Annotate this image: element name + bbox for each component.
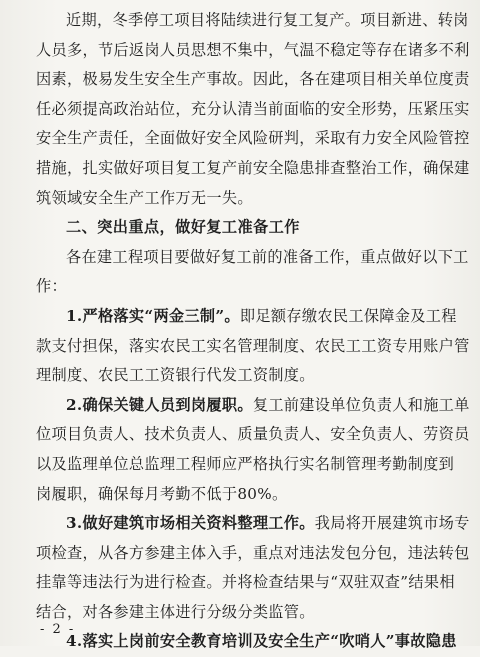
intro-paragraph [36,6,470,213]
text-line: 位项目负责人、技术负责人、质量负责人、安全负责人、劳资员 [36,425,470,444]
text-line: 结合，对各参建主体进行分级分类监管。 [36,602,315,621]
item-lead: 4.落实上岗前安全教育培训及安全生产“吹哨人”事故隐患 [66,632,457,651]
item-4 [36,627,456,657]
section-intro [36,243,469,302]
text-line: 作： [36,277,67,296]
text-line: 人员多，节后返岗人员思想不集中，气温不稳定等存在诸多不利 [36,40,470,59]
section-heading: 二、突出重点，做好复工准备工作 [66,218,300,237]
item-first-line [36,391,470,421]
item-lead: 2.确保关键人员到岗履职。 [66,395,253,414]
text-line: 项检查，从各方参建主体入手，重点对违法发包分包，违法转包 [36,543,470,562]
item-text: 复工前建设单位负责人和施工单 [252,395,470,414]
text-line: 各在建工程项目要做好复工前的准备工作，重点做好以下工 [66,247,469,266]
text-line: 理制度、农民工工资银行代发工资制度。 [36,366,315,385]
item-first-line [36,627,456,657]
item-text: 即足额存缴农民工保障金及工程 [239,306,457,325]
page-number: - 2 - [40,622,76,637]
text-line: 近期，冬季停工项目将陆续进行复工复产。项目新进、转岗 [66,11,469,29]
item-lead: 3.做好建筑市场相关资料整理工作。 [66,514,315,533]
text-line: 挂靠等违法行为进行检查。并将检查结果与“双驻双查”结果相 [36,573,455,592]
text-line: 安全生产责任，全面做好安全风险研判，采取有力安全风险管控 [36,129,470,148]
item-2 [36,391,470,509]
text-line: 款支付担保，落实农民工实名管理制度、农民工工资专用账户管 [36,336,470,355]
text-line: 措施，扎实做好项目复工复产前安全隐患排查整治工作，确保建 [36,158,470,177]
item-lead: 1.严格落实“两金三制”。 [66,306,240,325]
item-text: 我局将开展建筑市场专 [314,514,470,533]
text-line: 任必须提高政治站位，充分认清当前面临的安全形势，压紧压实 [36,99,470,118]
item-3 [36,509,470,627]
item-first-line [36,509,470,539]
text-line: 以及监理单位总监理工程师应严格执行实名制管理考勤制度到 [36,454,455,473]
text-line: 筑领域安全生产工作万无一失。 [36,188,253,207]
item-first-line [36,302,456,332]
item-1 [36,302,470,391]
text-line: 因素，极易发生安全生产事故。因此，各在建项目相关单位度责 [36,70,470,89]
text-line: 岗履职，确保每月考勤不低于80%。 [36,484,288,503]
